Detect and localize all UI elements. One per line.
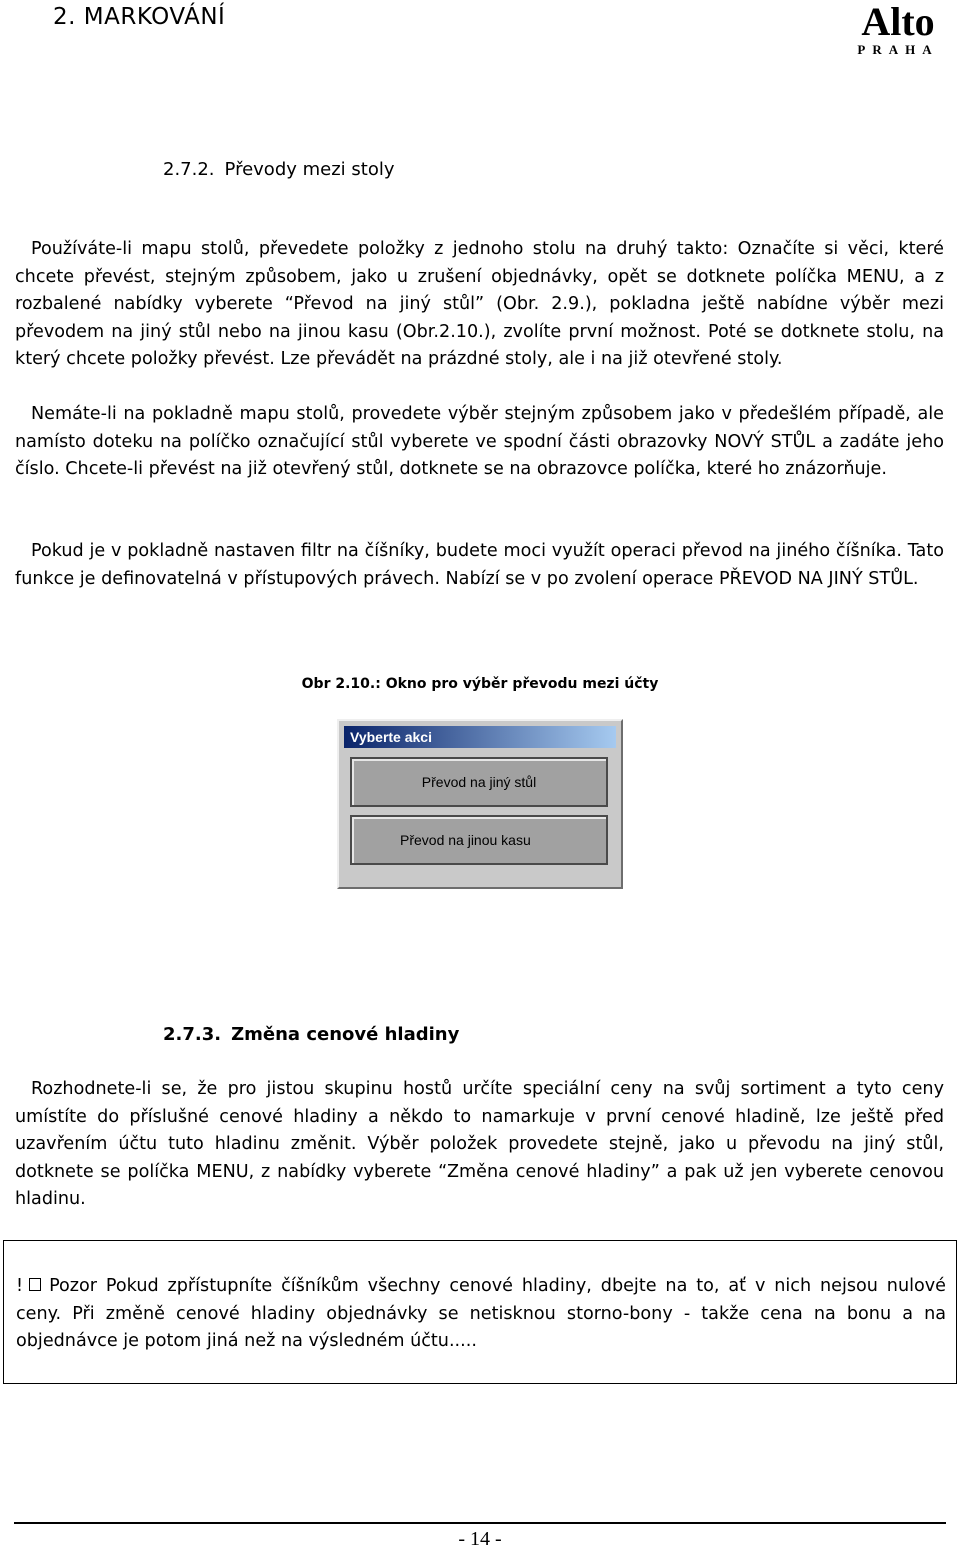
note-text: Pozor Pokud zpřístupníte číšníkům všechny cenové hladiny, dbejte na to, ať v nich nejsou nulové ceny. Při změně cenové hladiny objednávky se netisknou storno-bony - takže cena na bonu a na objednávce je potom jiná než na výsledném účtu..... <box>16 1276 946 1351</box>
warning-note-box <box>3 1240 957 1384</box>
chapter-title: 2. MARKOVÁNÍ <box>53 4 226 30</box>
logo-main-text: Alto <box>861 0 935 44</box>
section-title: Převody mezi stoly <box>224 159 395 180</box>
page-number: - 14 - <box>458 1528 502 1550</box>
select-action-dialog <box>337 719 623 889</box>
checkbox-icon <box>29 1278 41 1291</box>
section-heading-2-7-3 <box>163 1024 459 1045</box>
paragraph-price-level: Rozhodnete-li se, že pro jistou skupinu hostů určíte speciální ceny na svůj sortiment a tyto ceny umístíte do příslušné cenové hladiny a někdo to namarkuje v první cenové hladině, lze ještě před uzavřením účtu tuto hladinu změnit. Výběr položek provedete stejně, jako u převodu na jiný stůl, dotknete se políčka MENU, z nabídky vyberete “Změna cenové hladiny” a pak už jen vyberete cenovou hladinu. <box>15 1079 944 1209</box>
footer-divider <box>14 1522 946 1524</box>
paragraph-no-table-map: Nemáte-li na pokladně mapu stolů, provedete výběr stejným způsobem jako v předešlém případě, ale namísto doteku na políčko označující stůl vyberete ve spodní části obrazovky NOVÝ STŮL a zadáte jeho číslo. Chcete-li převést na již otevřený stůl, dotknete se na obrazovce políčka, které ho znázorňuje. <box>15 404 944 479</box>
figure-caption: Obr 2.10.: Okno pro výběr převodu mezi účty <box>301 676 659 692</box>
transfer-to-register-button[interactable]: Převod na jinou kasu <box>350 815 608 865</box>
section-number: 2.7.2. <box>163 159 215 180</box>
section-number: 2.7.3. <box>163 1024 222 1045</box>
section-heading-2-7-2 <box>163 159 395 180</box>
alto-praha-logo <box>846 0 950 57</box>
note-mark: ! <box>16 1276 24 1296</box>
section-title: Změna cenové hladiny <box>231 1024 460 1045</box>
paragraph-transfer-intro: Používáte-li mapu stolů, převedete položky z jednoho stolu na druhý takto: Označíte si věci, které chcete převést, stejným způsobem, jako u zrušení objednávky, opět se dotknete políčka MENU, a z rozbalené nabídky vyberete “Převod na jiný stůl” (Obr. 2.9.), pokladna ještě nabídne výběr mezi převodem na jiný stůl nebo na jinou kasu (Obr.2.10.), zvolíte první možnost. Poté se dotknete stolu, na který chcete položky převést. Lze převádět na prázdné stoly, ale i na již otevřené stoly. <box>15 239 944 369</box>
paragraph-waiter-filter: Pokud je v pokladně nastaven filtr na číšníky, budete moci využít operaci převod na jiného číšníka. Tato funkce je definovatelná v přístupových právech. Nabízí se v po zvolení operace PŘEVOD NA JINÝ STŮL. <box>15 541 944 589</box>
logo-sub-text: PRAHA <box>857 42 939 57</box>
transfer-to-table-button[interactable]: Převod na jiný stůl <box>350 757 608 807</box>
warning-note <box>16 1273 946 1356</box>
dialog-title: Vyberte akci <box>344 726 616 748</box>
